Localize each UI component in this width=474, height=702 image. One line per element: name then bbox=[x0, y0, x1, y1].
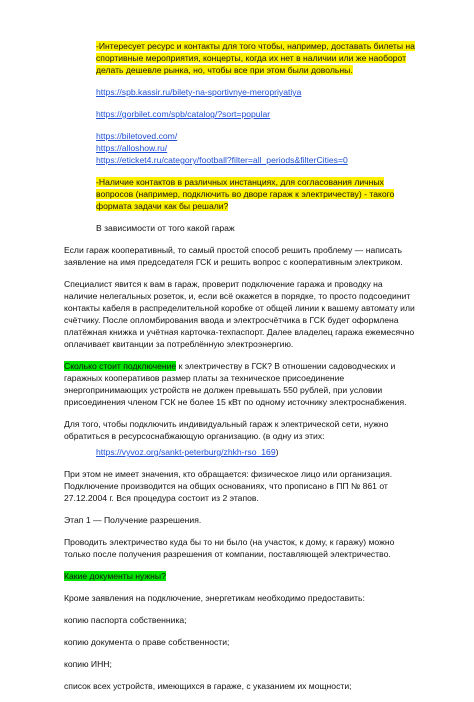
closing-paren: ) bbox=[275, 447, 279, 457]
list-item: копию документа о праве собственности; bbox=[64, 637, 230, 647]
highlighted-text: Какие документы нужны? bbox=[64, 571, 166, 581]
highlighted-text: Сколько стоит подключение bbox=[64, 361, 177, 371]
electrician-paragraph: Специалист явится к вам в гараж, проверит подключение гаража и проводку на наличие нелегальных розеток, и, если всё окажется в порядке, то просто подсоединит контакты кабеля в распределительной коробке от общей линии к вашему автомату или счётчику. После опломбирования ввода и электросчётчика в ГСК будет оформлена платёжная книжка и учётная карточка-техпаспорт. Далее владелец гаража ежемесячно оплачивает квитанции за потреблённую электроэнергию. bbox=[64, 279, 415, 349]
permission-paragraph: Проводить электричество куда бы то ни было (на участок, к дому, к гаражу) можно только после получения разрешения от компании, поставляющей электричество. bbox=[64, 537, 395, 559]
applicant-paragraph: При этом не имеет значения, кто обращается: физическое лицо или организация. Подключение производится на общих основаниях, что прописано в ПП № 861 от 27.12.2004 г. Вся процедура состоит из 2 этапов. bbox=[64, 469, 393, 503]
body-text: к электричеству в ГСК? В отношении садоводческих и гаражных кооперативов размер платы за техническое присоединение энергопринимающих устройств не должен превышать 550 рублей, при условии присоединения членом ГСК не более 15 кВт по одному источнику электроснабжения. bbox=[64, 361, 407, 407]
subheading: В зависимости от того какой гараж bbox=[96, 223, 235, 233]
highlighted-text: -Наличие контактов в различных инстанциях, для согласования личных вопросов (например, подключить во дворе гараж к электричеству) - такого формата задачи как бы решали? bbox=[96, 177, 395, 211]
vyvoz-link[interactable]: https://vyvoz.org/sankt-peterburg/zhkh-rso_169 bbox=[96, 447, 276, 457]
individual-garage-paragraph: Для того, чтобы подключить индивидуальный гараж к электрической сети, нужно обратиться в ресурсоснабжающую организацию. (в одну из этих: bbox=[64, 419, 389, 441]
rso-link-paragraph bbox=[96, 446, 416, 458]
documents-intro-paragraph: Кроме заявления на подключение, энергетикам необходимо предоставить: bbox=[64, 593, 365, 603]
request-tickets-paragraph bbox=[96, 40, 416, 76]
kassir-link[interactable]: https://spb.kassir.ru/bilety-na-sportivnye-meropriyatiya bbox=[96, 87, 302, 97]
ticket-links-group-1 bbox=[96, 86, 416, 98]
highlighted-text: -Интересует ресурс и контакты для того чтобы, например, доставать билеты на спортивные мероприятия, концерты, когда их нет в наличии или же наоборот делать дешевле рынка, но, чтобы все при этом были довольны. bbox=[96, 41, 415, 75]
list-item: копию ИНН; bbox=[64, 659, 112, 669]
request-contacts-paragraph bbox=[96, 176, 416, 212]
documents-question-paragraph bbox=[64, 570, 416, 582]
document-body bbox=[64, 40, 416, 702]
cooperative-garage-paragraph: Если гараж кооперативный, то самый простой способ решить проблему — написать заявление на имя председателя ГСК и решить вопрос с кооперативным электриком. bbox=[64, 245, 403, 267]
ticket-links-group-2 bbox=[96, 108, 416, 120]
list-item: копию паспорта собственника; bbox=[64, 615, 187, 625]
alloshow-link[interactable]: https://alloshow.ru/ bbox=[96, 143, 168, 153]
connection-cost-paragraph bbox=[64, 360, 416, 408]
biletoved-link[interactable]: https://biletoved.com/ bbox=[96, 131, 178, 141]
gorbilet-link[interactable]: https://gorbilet.com/spb/catalog/?sort=popular bbox=[96, 109, 271, 119]
eticket4-link[interactable]: https://eticket4.ru/category/football?filter=all_periods&filterCities=0 bbox=[96, 155, 348, 165]
ticket-links-group-3 bbox=[96, 130, 416, 166]
list-item: список всех устройств, имеющихся в гараже, с указанием их мощности; bbox=[64, 681, 352, 691]
stage-one-paragraph: Этап 1 — Получение разрешения. bbox=[64, 515, 202, 525]
